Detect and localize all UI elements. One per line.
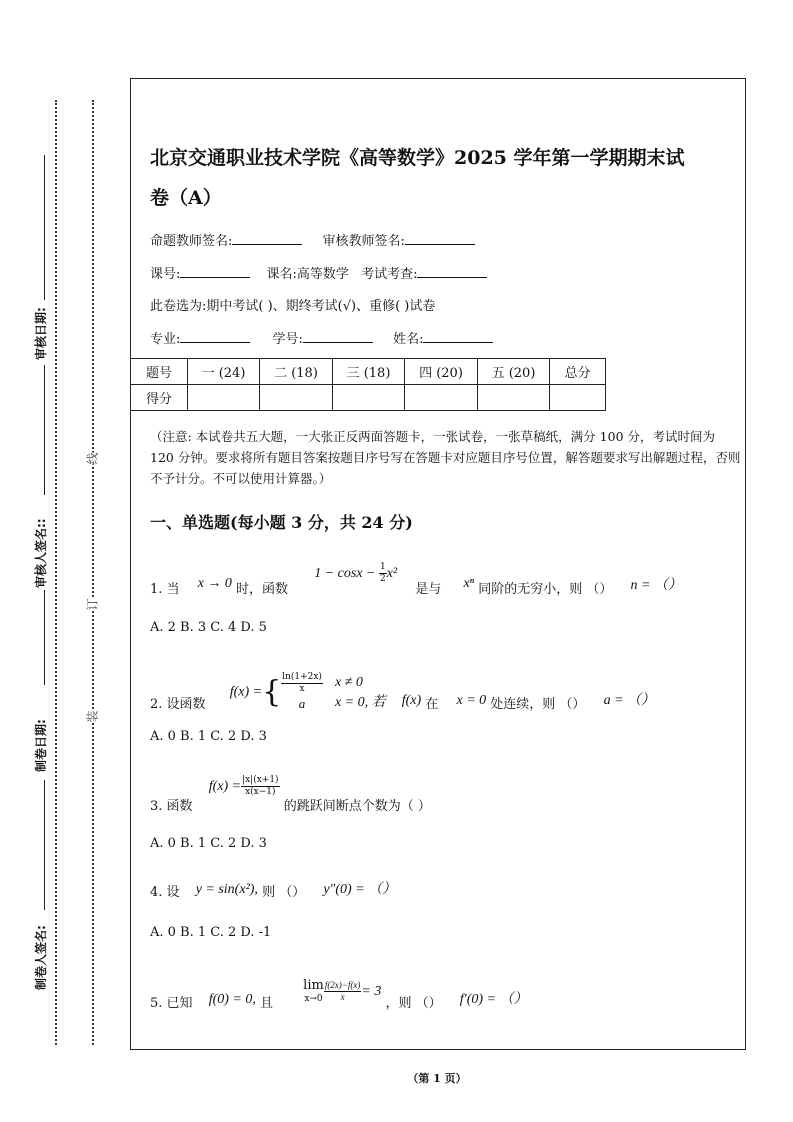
- q-math: a = （）: [603, 693, 656, 708]
- reviewer-sign-label: 审核人签名::: [34, 518, 48, 588]
- q-text: 处连续，则 （）: [490, 697, 586, 712]
- binding-char-xian: 线: [85, 452, 100, 465]
- review-date-label: 审核日期:: [34, 307, 48, 360]
- table-header: 一 (24): [188, 359, 260, 385]
- major-label: 专业:: [150, 332, 181, 347]
- question-1-options: A. 2 B. 3 C. 4 D. 5: [150, 620, 267, 635]
- q-text: 则 （）: [262, 885, 306, 900]
- score-cell[interactable]: [260, 385, 333, 411]
- q-text: 5. 已知: [150, 996, 193, 1011]
- table-header: 总分: [550, 359, 606, 385]
- student-no-field[interactable]: [303, 330, 373, 343]
- exam-select: 此卷选为:期中考试( )、期终考试(√)、重修( )试卷: [150, 299, 436, 314]
- q-text: 4. 设: [150, 885, 180, 900]
- score-table: [130, 358, 606, 411]
- course-row: [150, 263, 487, 282]
- q-math: f(x): [401, 693, 422, 708]
- major-field[interactable]: [180, 330, 250, 343]
- q-text: 2. 设函数: [150, 697, 206, 712]
- table-header: 三 (18): [333, 359, 405, 385]
- q-text: 的跳跃间断点个数为（ ）: [283, 799, 431, 814]
- row-label: 得分: [131, 385, 188, 411]
- q-text: 3. 函数: [150, 799, 193, 814]
- course-no-label: 课号:: [150, 267, 181, 282]
- exam-title-line1: 北京交通职业技术学院《高等数学》2025 学年第一学期期末试: [150, 147, 685, 169]
- q-math: f(x) = $\frac{|x|(x+1)}{x(x-1)}$: [208, 775, 279, 797]
- q-text: 且: [260, 996, 274, 1011]
- q-math: x → 0: [197, 576, 232, 591]
- table-header: 四 (20): [405, 359, 478, 385]
- table-header: 二 (18): [260, 359, 333, 385]
- table-header: 五 (20): [478, 359, 550, 385]
- sign-line: [44, 780, 45, 910]
- reviewer-field[interactable]: [405, 232, 475, 245]
- q-text: 1. 当: [150, 582, 180, 597]
- score-cell[interactable]: [550, 385, 606, 411]
- sign-line: [44, 365, 45, 495]
- exam-type-field[interactable]: [417, 265, 487, 278]
- q-limit: lim x→0 $\frac{f(2x)-f(x)}{x}$ = 3: [303, 978, 382, 1004]
- preparer-sign-label: 制卷人签名:: [34, 925, 48, 990]
- q-text: 同阶的无穷小，则 （）: [478, 582, 613, 597]
- signature-row: [150, 230, 475, 249]
- exam-note: （注意: 本试卷共五大题，一大张正反两面答题卡，一张试卷，一张草稿纸，满分 100 分，考试时间为 120 分钟。要求将所有题目答案按题目序号写在答题卡对应题目序号位置，解答题要求写出解题过程，否则不予计分。不可以使用计算器。）: [150, 429, 741, 486]
- reviewer-label: 审核教师签名:: [322, 234, 405, 249]
- q-math: n = （）: [630, 578, 682, 593]
- question-3-options: A. 0 B. 1 C. 2 D. 3: [150, 836, 267, 851]
- sign-line: [44, 155, 45, 300]
- question-2: [150, 672, 655, 713]
- q-text: 时，函数: [236, 582, 289, 597]
- binding-char-ding: 订: [85, 598, 100, 611]
- q-math: f′(0) = （）: [459, 992, 528, 1007]
- table-row: [131, 359, 606, 385]
- q-piecewise: f(x) ={ ln(1+2x) x a x ≠ 0 x = 0, 若: [229, 672, 386, 711]
- q-math: f(0) = 0,: [208, 992, 256, 1007]
- q-text: 在: [425, 697, 439, 712]
- question-5: [150, 978, 528, 1017]
- q-text: ，则 （）: [385, 996, 442, 1011]
- question-1: [150, 562, 682, 601]
- q-math: 1 − cosx − $\frac{1}{2}$ x²: [314, 562, 398, 584]
- student-no-label: 学号:: [272, 332, 303, 347]
- score-cell[interactable]: [188, 385, 260, 411]
- proposer-field[interactable]: [232, 232, 302, 245]
- course-name: 课名:高等数学: [266, 267, 349, 282]
- course-no-field[interactable]: [180, 265, 250, 278]
- q-math: y = sin(x²),: [195, 882, 258, 897]
- question-4: [150, 881, 396, 901]
- section-heading: 一、单选题(每小题 3 分，共 24 分): [150, 513, 413, 532]
- table-header: 题号: [131, 359, 188, 385]
- page-footer: （第 1 页）: [407, 1072, 467, 1085]
- sign-line: [44, 590, 45, 685]
- question-3: [150, 775, 431, 814]
- question-2-options: A. 0 B. 1 C. 2 D. 3: [150, 729, 267, 744]
- student-row: [150, 328, 493, 347]
- binding-char-zhuang: 装: [85, 710, 100, 723]
- proposer-label: 命题教师签名:: [150, 234, 233, 249]
- name-field[interactable]: [423, 330, 493, 343]
- table-row: [131, 385, 606, 411]
- exam-type-label: 考试考查:: [361, 267, 418, 282]
- q-text: 是与: [415, 582, 442, 597]
- q-math: xⁿ: [463, 576, 475, 591]
- q-math: y″(0) = （）: [323, 882, 397, 897]
- binding-dotted-line-outer: [55, 100, 57, 1045]
- page-frame: [130, 78, 746, 1050]
- q-math: x = 0: [456, 693, 487, 708]
- score-cell[interactable]: [478, 385, 550, 411]
- name-label: 姓名:: [393, 332, 424, 347]
- exam-title-line2: 卷（A）: [150, 187, 222, 209]
- prepare-date-label: 制卷日期:: [34, 719, 48, 772]
- question-4-options: A. 0 B. 1 C. 2 D. -1: [150, 925, 272, 940]
- score-cell[interactable]: [405, 385, 478, 411]
- binding-dotted-line-inner: [92, 100, 94, 1045]
- score-cell[interactable]: [333, 385, 405, 411]
